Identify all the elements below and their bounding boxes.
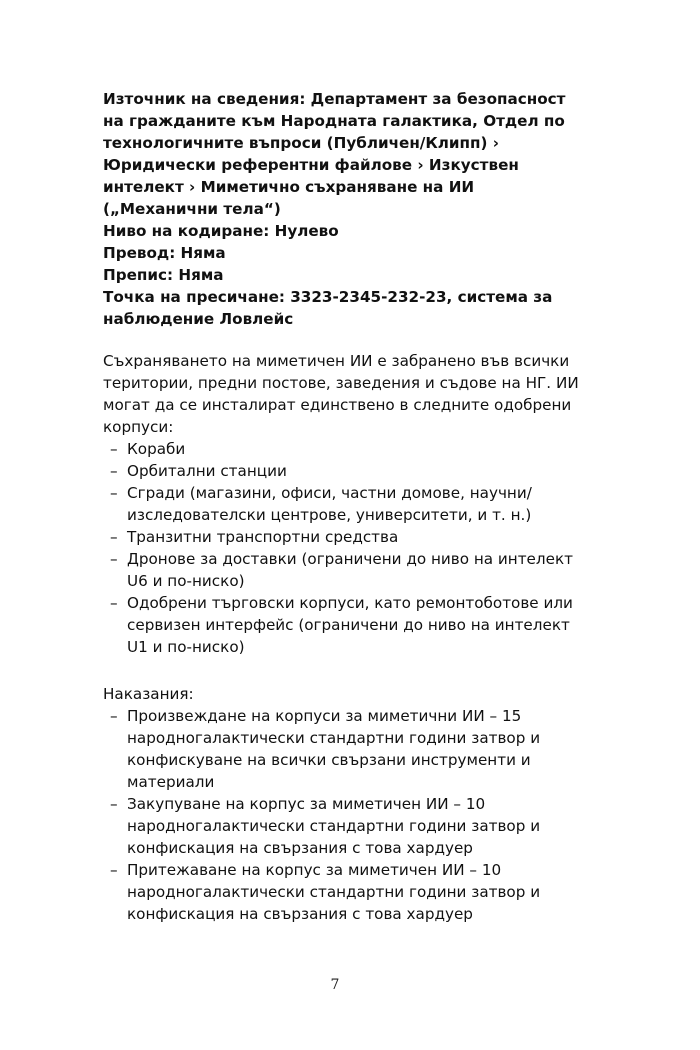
list-item: – Орбитални станции <box>103 460 583 482</box>
list-item: – Дронове за доставки (ограничени до ниво на интелект U6 и по-ниско) <box>103 548 583 592</box>
intercept-point: Точка на пресичане: 3323-2345-232-23, система за наблюдение Ловлейс <box>103 288 553 328</box>
list-item: – Притежаване на корпус за миметичен ИИ – 10 народногалактически стандартни години затвор и конфискация на свързания с това хардуер <box>103 859 583 925</box>
list-item: – Закупуване на корпус за миметичен ИИ – 10 народногалактически стандартни години затвор и конфискация на свързания с това хардуер <box>103 793 583 859</box>
penalties-section <box>103 683 583 925</box>
page-number: 7 <box>330 977 340 993</box>
approved-housings-list <box>103 438 583 658</box>
encoding-level: Ниво на кодиране: Нулево <box>103 222 339 240</box>
translation-line: Превод: Няма <box>103 244 226 262</box>
list-item: – Сгради (магазини, офиси, частни домове, научни/изследователски центрове, университети, и т. н.) <box>103 482 583 526</box>
penalties-list <box>103 705 583 925</box>
penalties-title: Наказания: <box>103 685 194 703</box>
intro-section <box>103 350 583 658</box>
source-line: Източник на сведения: Департамент за безопасност на гражданите към Народната галактика, Отдел по технологичните въпроси (Публичен/Клипп) › Юридически референтни файлове › Изкуствен интелект › Миметично съхраняване на ИИ („Механични тела“) <box>103 90 566 218</box>
list-item: – Одобрени търговски корпуси, като ремонтоботове или сервизен интерфейс (ограничени до ниво на интелект U1 и по-ниско) <box>103 592 583 658</box>
intro-paragraph: Съхраняването на миметичен ИИ е забранено във всички територии, предни постове, заведения и съдове на НГ. ИИ могат да се инсталират единствено в следните одобрени корпуси: <box>103 352 579 436</box>
list-item: – Транзитни транспортни средства <box>103 526 583 548</box>
list-item: – Кораби <box>103 438 583 460</box>
transcript-line: Препис: Няма <box>103 266 224 284</box>
document-header <box>103 88 573 330</box>
list-item: – Произвеждане на корпуси за миметични ИИ – 15 народногалактически стандартни години затвор и конфискуване на всички свързани инструменти и материали <box>103 705 583 793</box>
